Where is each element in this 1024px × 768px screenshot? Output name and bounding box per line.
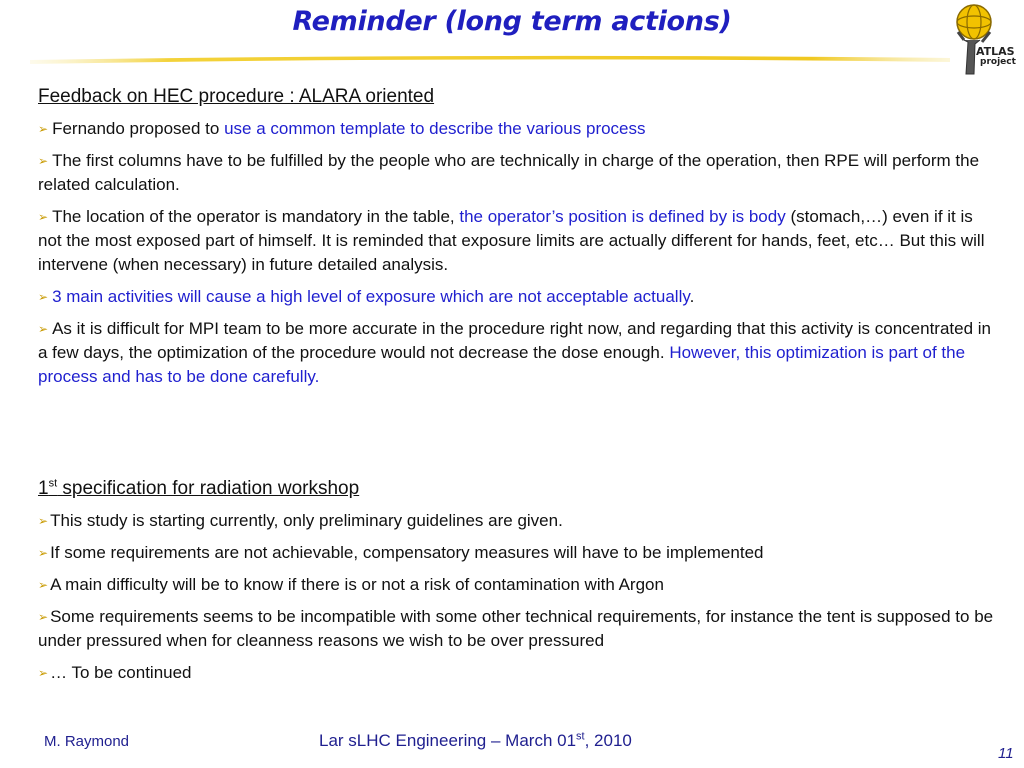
arrow-bullet-icon: ➢ (38, 210, 49, 224)
section-radiation-workshop (38, 477, 998, 693)
bullet-highlight: 3 main activities will cause a high level of exposure which are not acceptable actually (52, 287, 690, 306)
arrow-bullet-icon: ➢ (38, 154, 49, 168)
bullet-text: Fernando proposed to (52, 119, 225, 138)
bullet-rest: . (689, 287, 695, 306)
bullet-item (38, 605, 998, 653)
bullet-highlight: the operator’s position is defined by is body (459, 207, 786, 226)
footer-event-text: Lar sLHC Engineering – March 01 (319, 731, 577, 750)
section-heading (38, 477, 998, 501)
bullet-text: … To be continued (50, 663, 192, 682)
title-underline-bar (30, 53, 950, 65)
bullet-item (38, 661, 998, 685)
bullet-item (38, 541, 998, 565)
bullet-highlight: use a common template to describe the various process (224, 119, 646, 138)
bullet-text: If some requirements are not achievable, compensatory measures will have to be implemented (50, 543, 764, 562)
bullet-item (38, 509, 998, 533)
bullet-item (38, 285, 998, 309)
bullet-item (38, 317, 998, 389)
logo-sub: project (980, 57, 1016, 67)
footer-event (319, 731, 632, 751)
section-heading: Feedback on HEC procedure : ALARA oriented (38, 86, 435, 107)
heading-superscript: st (48, 477, 58, 490)
bullet-item (38, 117, 998, 141)
logo-name: ATLAS (976, 45, 1015, 58)
arrow-bullet-icon: ➢ (38, 666, 49, 680)
footer-event-year: , 2010 (584, 731, 632, 750)
arrow-bullet-icon: ➢ (38, 514, 49, 528)
section-feedback (38, 85, 998, 397)
bullet-item (38, 573, 998, 597)
arrow-bullet-icon: ➢ (38, 578, 49, 592)
footer-author: M. Raymond (44, 733, 130, 750)
slide-title: Reminder (long term actions) (292, 6, 732, 37)
arrow-bullet-icon: ➢ (38, 610, 49, 624)
bullet-text: A main difficulty will be to know if there is or not a risk of contamination with Argon (50, 575, 664, 594)
arrow-bullet-icon: ➢ (38, 290, 49, 304)
arrow-bullet-icon: ➢ (38, 546, 49, 560)
bullet-text: Some requirements seems to be incompatible with some other technical requirements, for instance the tent is supposed to be under pressured when for cleanness reasons we wish to be over pressured (38, 607, 994, 650)
bullet-rest: (stomach,…) even if it is not the most exposed part of himself. It is reminded that exposure limits are actually different for hands, feet, etc… But this will intervene (when necessary) in future detailed analysis. (38, 207, 985, 274)
bullet-highlight: However, this optimization is part of the process and has to be done carefully. (38, 343, 966, 386)
bullet-item (38, 149, 998, 197)
footer-event-superscript: st (576, 730, 585, 743)
arrow-bullet-icon: ➢ (38, 322, 49, 336)
arrow-bullet-icon: ➢ (38, 122, 49, 136)
bullet-text: As it is difficult for MPI team to be more accurate in the procedure right now, and regarding that this activity is concentrated in a few days, the optimization of the procedure would not decrease the dose enough. (38, 319, 991, 362)
bullet-text: The location of the operator is mandatory in the table, (52, 207, 460, 226)
bullet-text: This study is starting currently, only preliminary guidelines are given. (50, 511, 563, 530)
heading-text: specification for radiation workshop (57, 478, 360, 499)
bullet-item (38, 205, 998, 277)
page-number: 11 (998, 745, 1014, 762)
bullet-text: The first columns have to be fulfilled by the people who are technically in charge of the operation, then RPE will perform the related calculation. (38, 151, 980, 194)
heading-number: 1 (38, 478, 49, 499)
